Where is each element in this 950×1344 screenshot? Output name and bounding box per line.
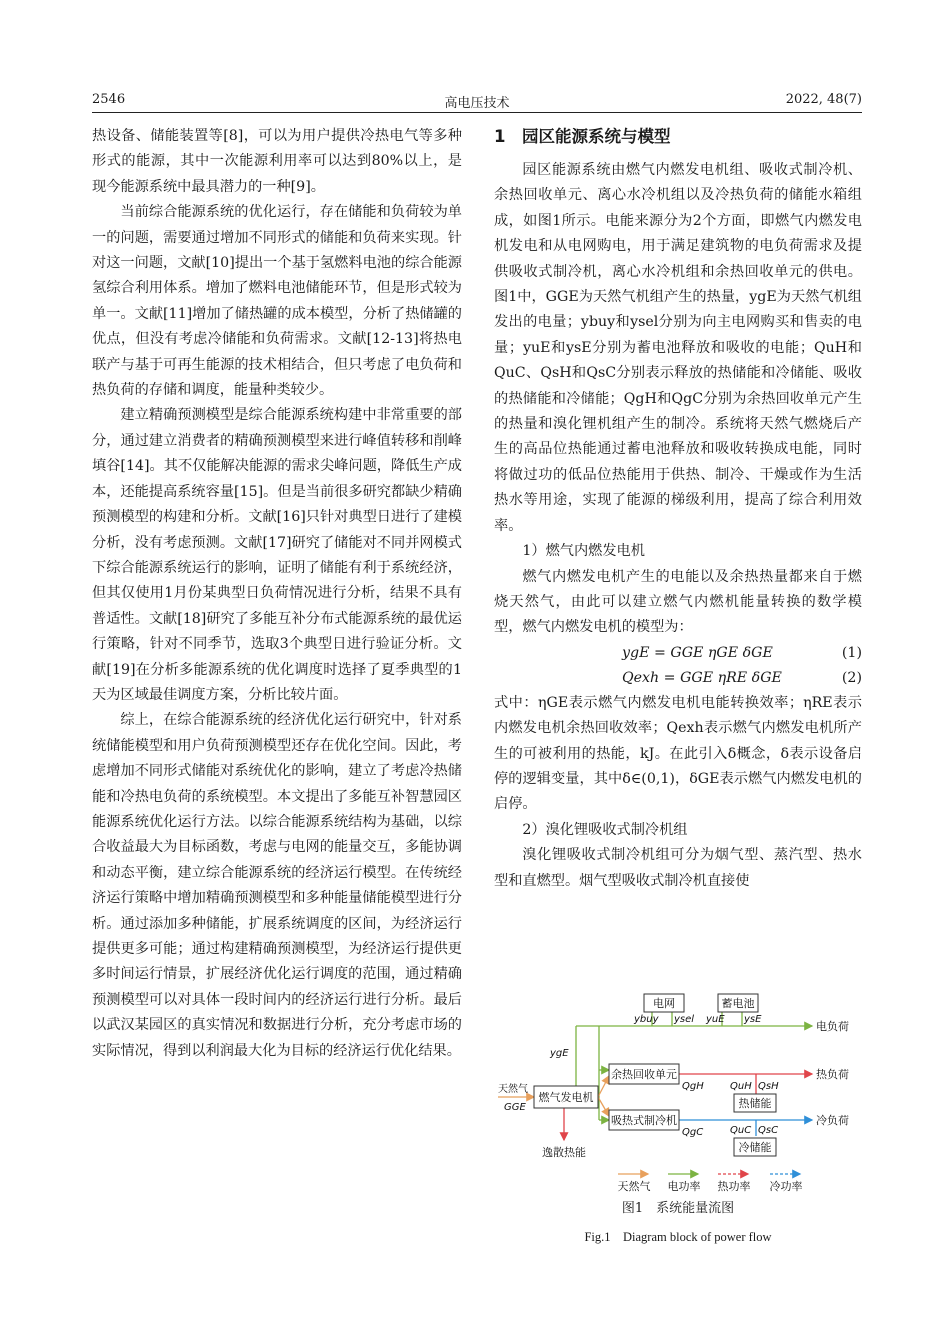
y-ge-label: ygE — [550, 1048, 569, 1059]
subsection-heading: 1）燃气内燃发电机 — [522, 543, 645, 560]
legend-heat: 热功率 — [717, 1180, 751, 1193]
waste-heat-label: 逸散热能 — [542, 1146, 586, 1159]
natural-gas-label: 天然气 — [498, 1084, 528, 1095]
equation-formula: ygE = GGE ηGE δGE — [622, 644, 773, 661]
figure-caption-en: Fig.1 Diagram block of power flow — [584, 1230, 772, 1244]
page-number: 2546 — [92, 92, 126, 107]
journal-name: 高电压技术 — [444, 96, 510, 111]
left-column — [92, 124, 462, 1064]
equation-1 — [494, 641, 862, 666]
paragraph: 燃气内燃发电机产生的电能以及余热热量都来自于燃烧天然气，由此可以建立燃气内燃机能量转换的数学模型，燃气内燃发电机的模型为： — [494, 568, 862, 636]
cold-load-label: 冷负荷 — [816, 1114, 849, 1127]
q-uh-label: QuH — [730, 1081, 752, 1092]
paragraph: 式中：ηGE表示燃气内燃发电机电能转换效率；ηRE表示内燃发电机余热回收效率；Qexh表示燃气内燃发电机所产生的可被利用的热能，kJ。在此引入δ概念，δ表示设备启停的逻辑变量，其中δ∈(0,1)，δGE表示燃气内燃发电机的启停。 — [494, 694, 862, 813]
q-uc-label: QuC — [730, 1125, 752, 1136]
legend-electric: 电功率 — [667, 1180, 701, 1193]
paragraph: 当前综合能源系统的优化运行，存在储能和负荷较为单一的问题，需要通过增加不同形式的储能和负荷来实现。针对这一问题，文献[10]提出一个基于氢燃料电池的综合能源氢综合利用体系。增加了燃料电池储能环节，但是形式较为单一。文献[11]增加了储热罐的成本模型，分析了热储罐的优点，但没有考虑冷储能和负荷需求。文献[12-13]将热电联产与基于可再生能源的技术相结合，但只考虑了电负荷和热负荷的存储和调度，能量种类较少。 — [92, 204, 462, 399]
legend-cold: 冷功率 — [769, 1180, 803, 1193]
equation-2 — [494, 666, 862, 691]
heat-recovery-label: 余热回收单元 — [611, 1068, 677, 1081]
heat-storage-label: 热储能 — [738, 1097, 772, 1110]
y-se-label: ysE — [744, 1014, 762, 1025]
q-gc-label: QgC — [682, 1127, 704, 1138]
q-gh-label: QgH — [682, 1081, 704, 1092]
q-sc-label: QsC — [758, 1125, 779, 1136]
right-column — [494, 124, 862, 894]
equation-formula: Qexh = GGE ηRE δGE — [622, 669, 782, 686]
heat-load-label: 热负荷 — [816, 1068, 849, 1081]
equation-number: (2) — [841, 669, 862, 686]
paragraph: 综上，在综合能源系统的经济优化运行研究中，针对系统储能模型和用户负荷预测模型还存在优化空间。因此，考虑增加不同形式储能对系统优化的影响，建立了考虑冷热储能和冷热电负荷的系统模型。本文提出了多能互补智慧园区能源系统优化运行方法。以综合能源系统结构为基础，以综合收益最大为目标函数，考虑与电网的能量交互，多能协调和动态平衡，建立综合能源系统的经济运行模型。在传统经济运行策略中增加精确预测模型和多种能量储能模型进行分析。通过添加多种储能，扩展系统调度的区间，为经济运行提供更多可能；通过构建精确预测模型，为经济运行提供更多时间运行情景，扩展经济优化运行调度的范围，通过精确预测模型可以对具体一段时间内的经济运行进行分析。最后以武汉某园区的真实情况和数据进行分析，充分考虑市场的实际情况，得到以利润最大化为目标的经济运行优化结果。 — [92, 712, 462, 1059]
q-sh-label: QsH — [758, 1081, 779, 1092]
y-ue-label: yuE — [706, 1014, 725, 1025]
y-buy-label: ybuy — [634, 1014, 659, 1025]
y-sel-label: ysel — [674, 1014, 695, 1025]
equation-number: (1) — [841, 644, 862, 661]
chiller-label: 吸热式制冷机 — [611, 1114, 677, 1127]
page-header — [92, 92, 862, 113]
paragraph: 溴化锂吸收式制冷机组可分为烟气型、蒸汽型、热水型和直燃型。烟气型吸收式制冷机直接使 — [494, 847, 862, 889]
paragraph: 建立精确预测模型是综合能源系统构建中非常重要的部分，通过建立消费者的精确预测模型来进行峰值转移和削峰填谷[14]。其不仅能解决能源的需求尖峰问题，降低生产成本，还能提高系统容量[15]。但是当前很多研究都缺少精确预测模型的构建和分析。文献[16]只针对典型日进行了建模分析，没有考虑预测。文献[17]研究了储能对不同并网模式下综合能源系统运行的影响，证明了储能有利于系统经济，但其仅使用1月份某典型日负荷情况进行分析，结果不具有普适性。文献[18]研究了多能互补分布式能源系统的最优运行策略，针对不同季节，选取3个典型日进行验证分析。文献[19]在分析多能源系统的优化调度时选择了夏季典型的1天为区域最佳调度方案，分析比较片面。 — [92, 407, 462, 703]
grid-label: 电网 — [653, 997, 675, 1010]
subsection-heading: 2）溴化锂吸收式制冷机组 — [522, 821, 688, 838]
paragraph: 园区能源系统由燃气内燃发电机组、吸收式制冷机、余热回收单元、离心水冷机组以及冷热负荷的储能水箱组成，如图1所示。电能来源分为2个方面，即燃气内燃发电机发电和从电网购电，用于满足建筑物的电负荷需求及提供吸收式制冷机，离心水冷机组和余热回收单元的供电。图1中，GGE为天然气机组产生的热量，ygE为天然气机组发出的电量；ybuy和ysel分别为向主电网购买和售卖的电量；yuE和ysE分别为蓄电池释放和吸收的电能；QuH和QuC、QsH和QsC分别表示释放的热储能和冷储能、吸收的热储能和冷储能；QgH和QgC分别为余热回收单元产生的热量和溴化锂机组产生的制冷。系统将天然气燃烧后产生的高品位热能通过蓄电池释放和吸收转换成电能，同时将做过功的低品位热能用于供热、制冷、干燥或作为生活热水等用途，实现了能源的梯级利用，提高了综合利用效率。 — [494, 162, 862, 534]
issue-info: 2022, 48(7) — [785, 92, 862, 107]
legend-gas: 天然气 — [617, 1180, 651, 1193]
generator-label: 燃气发电机 — [538, 1091, 594, 1104]
paragraph: 热设备、储能装置等[8]，可以为用户提供冷热电气等多种形式的能源，其中一次能源利用率可以达到80%以上，是现今能源系统中最具潜力的一种[9]。 — [92, 128, 462, 195]
g-ge-label: GGE — [504, 1102, 526, 1113]
section-title: 1 园区能源系统与模型 — [494, 127, 671, 146]
cold-storage-label: 冷储能 — [738, 1141, 772, 1154]
figure-caption-cn: 图1 系统能量流图 — [621, 1201, 735, 1216]
electric-load-label: 电负荷 — [816, 1020, 849, 1033]
battery-label: 蓄电池 — [721, 997, 755, 1010]
